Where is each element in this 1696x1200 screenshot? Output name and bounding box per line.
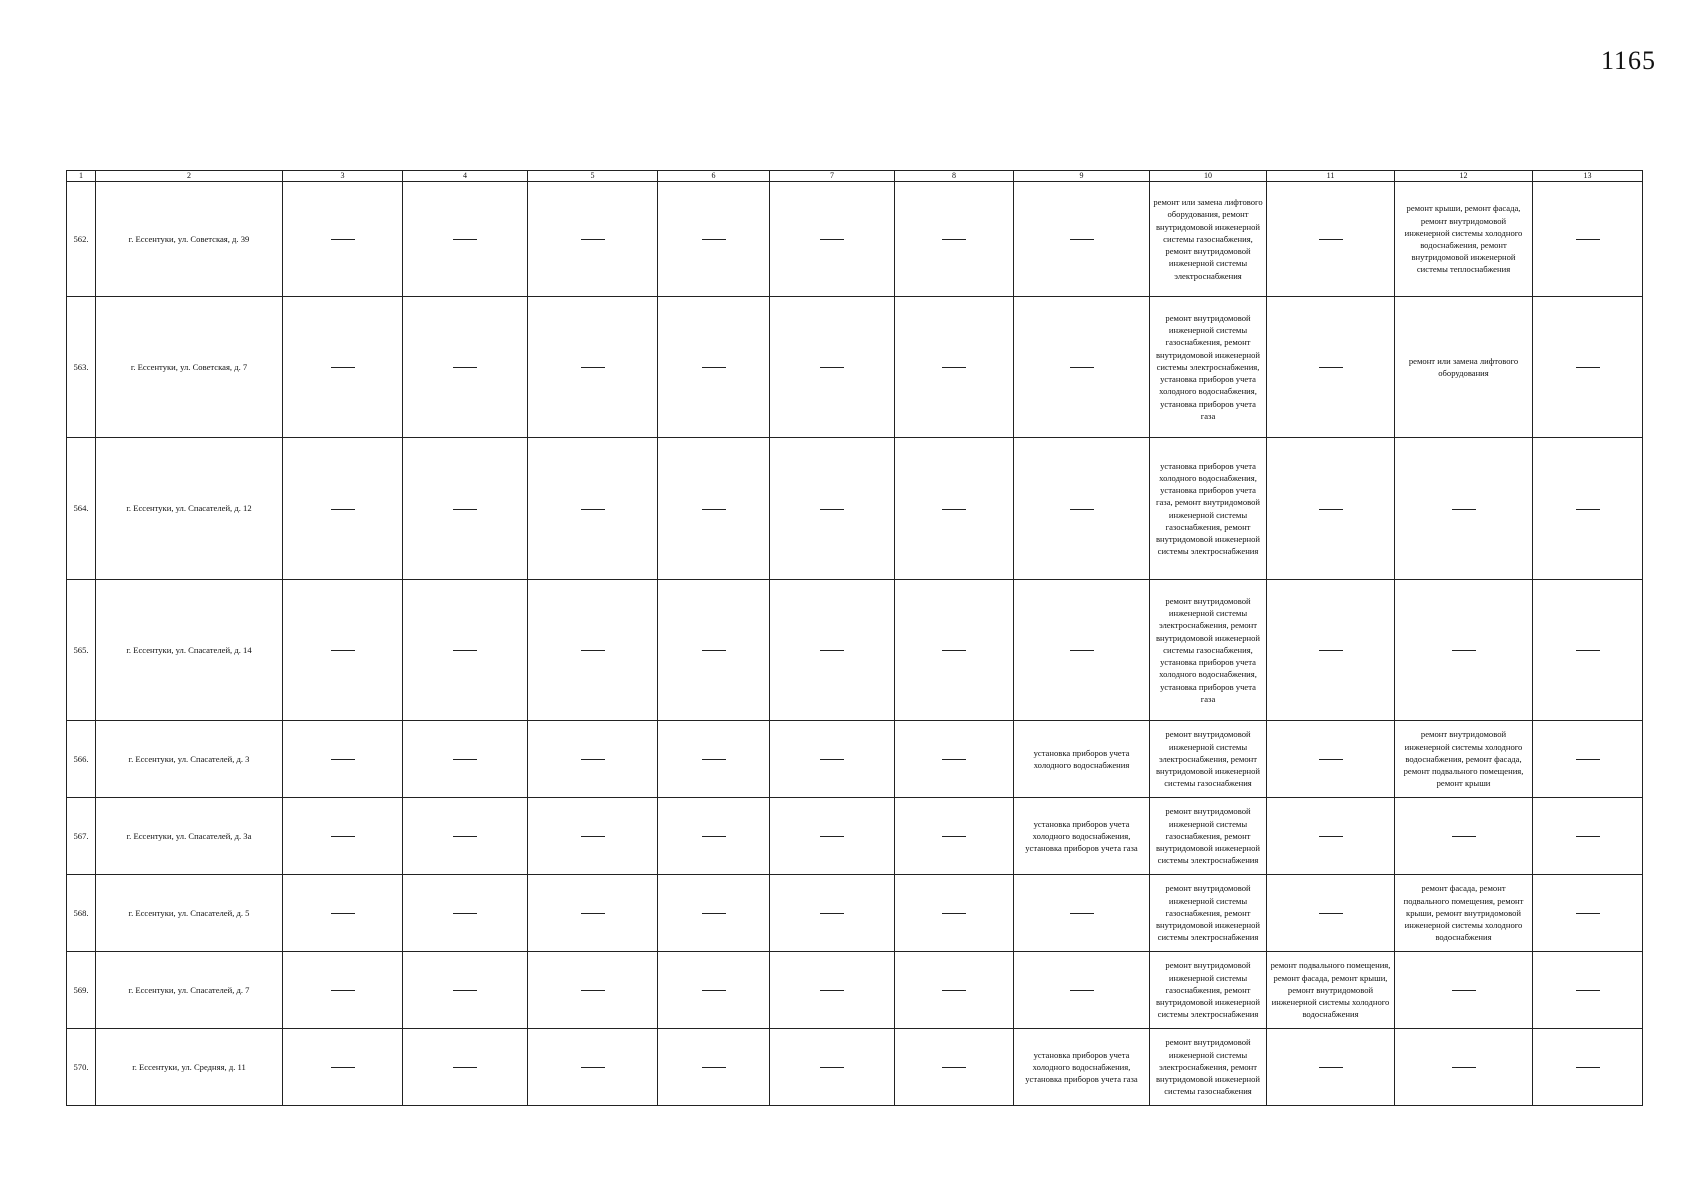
empty-cell xyxy=(895,721,1014,798)
header-cell: 9 xyxy=(1014,171,1150,182)
empty-cell xyxy=(770,875,895,952)
empty-cell xyxy=(528,952,658,1029)
dash-mark xyxy=(453,990,477,991)
dash-mark xyxy=(1070,367,1094,368)
dash-mark xyxy=(453,509,477,510)
dash-mark xyxy=(1452,836,1476,837)
empty-cell xyxy=(1533,952,1643,1029)
empty-cell xyxy=(1267,297,1395,438)
dash-mark xyxy=(1452,990,1476,991)
work-cell-c10: ремонт внутридомовой инженерной системы газоснабжения, ремонт внутридомовой инженерной системы электроснабжения xyxy=(1150,798,1267,875)
row-number: 565. xyxy=(67,580,96,721)
empty-cell xyxy=(403,798,528,875)
dash-mark xyxy=(1070,239,1094,240)
empty-cell xyxy=(1014,875,1150,952)
dash-mark xyxy=(1576,990,1600,991)
empty-cell xyxy=(770,952,895,1029)
address-cell: г. Ессентуки, ул. Спасателей, д. 14 xyxy=(96,580,283,721)
empty-cell xyxy=(658,798,770,875)
empty-cell xyxy=(403,438,528,580)
dash-mark xyxy=(702,913,726,914)
dash-mark xyxy=(1452,509,1476,510)
header-cell: 13 xyxy=(1533,171,1643,182)
address-cell: г. Ессентуки, ул. Спасателей, д. 7 xyxy=(96,952,283,1029)
dash-mark xyxy=(942,1067,966,1068)
dash-mark xyxy=(331,650,355,651)
dash-mark xyxy=(942,759,966,760)
dash-mark xyxy=(702,509,726,510)
dash-mark xyxy=(942,367,966,368)
row-number: 570. xyxy=(67,1029,96,1106)
dash-mark xyxy=(1319,836,1343,837)
dash-mark xyxy=(702,650,726,651)
address-cell: г. Ессентуки, ул. Средняя, д. 11 xyxy=(96,1029,283,1106)
empty-cell xyxy=(1267,580,1395,721)
dash-mark xyxy=(702,1067,726,1068)
empty-cell xyxy=(1533,721,1643,798)
empty-cell xyxy=(1014,182,1150,297)
dash-mark xyxy=(942,239,966,240)
empty-cell xyxy=(283,952,403,1029)
dash-mark xyxy=(942,650,966,651)
empty-cell xyxy=(1267,721,1395,798)
empty-cell xyxy=(283,875,403,952)
empty-cell xyxy=(895,182,1014,297)
work-cell-c10: ремонт внутридомовой инженерной системы газоснабжения, ремонт внутридомовой инженерной системы электроснабжения, установка приборов учета холодного водоснабжения, установка приборов учета газа xyxy=(1150,297,1267,438)
address-cell: г. Ессентуки, ул. Спасателей, д. 3а xyxy=(96,798,283,875)
empty-cell xyxy=(895,438,1014,580)
empty-cell xyxy=(528,580,658,721)
work-cell-c10: ремонт внутридомовой инженерной системы газоснабжения, ремонт внутридомовой инженерной системы электроснабжения xyxy=(1150,952,1267,1029)
address-cell: г. Ессентуки, ул. Советская, д. 39 xyxy=(96,182,283,297)
dash-mark xyxy=(581,509,605,510)
dash-mark xyxy=(942,990,966,991)
dash-mark xyxy=(331,367,355,368)
work-cell-c9: установка приборов учета холодного водоснабжения, установка приборов учета газа xyxy=(1014,798,1150,875)
header-cell: 4 xyxy=(403,171,528,182)
dash-mark xyxy=(1576,367,1600,368)
empty-cell xyxy=(1267,438,1395,580)
dash-mark xyxy=(581,1067,605,1068)
empty-cell xyxy=(895,798,1014,875)
dash-mark xyxy=(453,836,477,837)
work-cell-c12: ремонт или замена лифтового оборудования xyxy=(1395,297,1533,438)
dash-mark xyxy=(581,913,605,914)
dash-mark xyxy=(820,836,844,837)
dash-mark xyxy=(1576,913,1600,914)
work-cell-c10: установка приборов учета холодного водоснабжения, установка приборов учета газа, ремонт внутридомовой инженерной системы газоснабжения, ремонт внутридомовой инженерной системы электроснабжения xyxy=(1150,438,1267,580)
dash-mark xyxy=(331,509,355,510)
empty-cell xyxy=(770,798,895,875)
empty-cell xyxy=(1267,798,1395,875)
empty-cell xyxy=(1533,798,1643,875)
table-row xyxy=(67,798,1643,875)
dash-mark xyxy=(1070,509,1094,510)
dash-mark xyxy=(331,836,355,837)
dash-mark xyxy=(453,913,477,914)
empty-cell xyxy=(658,580,770,721)
empty-cell xyxy=(283,721,403,798)
work-cell-c9: установка приборов учета холодного водоснабжения xyxy=(1014,721,1150,798)
dash-mark xyxy=(1576,1067,1600,1068)
header-cell: 5 xyxy=(528,171,658,182)
empty-cell xyxy=(283,798,403,875)
dash-mark xyxy=(581,990,605,991)
empty-cell xyxy=(1395,1029,1533,1106)
header-cell: 8 xyxy=(895,171,1014,182)
dash-mark xyxy=(820,650,844,651)
work-cell-c10: ремонт внутридомовой инженерной системы электроснабжения, ремонт внутридомовой инженерной системы газоснабжения xyxy=(1150,1029,1267,1106)
dash-mark xyxy=(331,990,355,991)
empty-cell xyxy=(528,1029,658,1106)
dash-mark xyxy=(1319,367,1343,368)
dash-mark xyxy=(1319,759,1343,760)
work-cell-c9: установка приборов учета холодного водоснабжения, установка приборов учета газа xyxy=(1014,1029,1150,1106)
dash-mark xyxy=(1576,759,1600,760)
work-cell-c11: ремонт подвального помещения, ремонт фасада, ремонт крыши, ремонт внутридомовой инженерной системы холодного водоснабжения xyxy=(1267,952,1395,1029)
address-cell: г. Ессентуки, ул. Спасателей, д. 5 xyxy=(96,875,283,952)
empty-cell xyxy=(1395,798,1533,875)
dash-mark xyxy=(331,239,355,240)
dash-mark xyxy=(1576,836,1600,837)
empty-cell xyxy=(770,438,895,580)
empty-cell xyxy=(895,952,1014,1029)
empty-cell xyxy=(403,721,528,798)
empty-cell xyxy=(1267,875,1395,952)
header-cell: 3 xyxy=(283,171,403,182)
empty-cell xyxy=(403,182,528,297)
empty-cell xyxy=(403,297,528,438)
empty-cell xyxy=(1014,952,1150,1029)
dash-mark xyxy=(702,836,726,837)
row-number: 564. xyxy=(67,438,96,580)
table-body xyxy=(67,182,1643,1106)
address-cell: г. Ессентуки, ул. Спасателей, д. 12 xyxy=(96,438,283,580)
table-row xyxy=(67,438,1643,580)
dash-mark xyxy=(331,913,355,914)
empty-cell xyxy=(528,297,658,438)
empty-cell xyxy=(895,580,1014,721)
dash-mark xyxy=(1452,650,1476,651)
empty-cell xyxy=(895,297,1014,438)
empty-cell xyxy=(528,438,658,580)
row-number: 566. xyxy=(67,721,96,798)
dash-mark xyxy=(453,759,477,760)
empty-cell xyxy=(1533,182,1643,297)
table-row xyxy=(67,580,1643,721)
dash-mark xyxy=(581,759,605,760)
dash-mark xyxy=(702,239,726,240)
empty-cell xyxy=(1267,1029,1395,1106)
dash-mark xyxy=(453,650,477,651)
work-cell-c12: ремонт внутридомовой инженерной системы холодного водоснабжения, ремонт фасада, ремонт подвального помещения, ремонт крыши xyxy=(1395,721,1533,798)
empty-cell xyxy=(403,875,528,952)
dash-mark xyxy=(942,913,966,914)
empty-cell xyxy=(770,721,895,798)
empty-cell xyxy=(658,721,770,798)
dash-mark xyxy=(581,836,605,837)
empty-cell xyxy=(658,1029,770,1106)
dash-mark xyxy=(331,1067,355,1068)
dash-mark xyxy=(942,509,966,510)
dash-mark xyxy=(702,367,726,368)
empty-cell xyxy=(403,1029,528,1106)
empty-cell xyxy=(1014,297,1150,438)
dash-mark xyxy=(581,239,605,240)
dash-mark xyxy=(820,759,844,760)
table-row xyxy=(67,875,1643,952)
table-row xyxy=(67,182,1643,297)
empty-cell xyxy=(403,952,528,1029)
work-cell-c12: ремонт крыши, ремонт фасада, ремонт внутридомовой инженерной системы холодного водоснабжения, ремонт внутридомовой инженерной системы теплоснабжения xyxy=(1395,182,1533,297)
table-row xyxy=(67,721,1643,798)
dash-mark xyxy=(581,650,605,651)
dash-mark xyxy=(820,239,844,240)
row-number: 563. xyxy=(67,297,96,438)
row-number: 567. xyxy=(67,798,96,875)
dash-mark xyxy=(1070,650,1094,651)
empty-cell xyxy=(658,438,770,580)
row-number: 562. xyxy=(67,182,96,297)
header-cell: 12 xyxy=(1395,171,1533,182)
work-cell-c10: ремонт или замена лифтового оборудования, ремонт внутридомовой инженерной системы газоснабжения, ремонт внутридомовой инженерной системы электроснабжения xyxy=(1150,182,1267,297)
dash-mark xyxy=(453,1067,477,1068)
header-cell: 10 xyxy=(1150,171,1267,182)
empty-cell xyxy=(1267,182,1395,297)
dash-mark xyxy=(581,367,605,368)
empty-cell xyxy=(1395,438,1533,580)
work-cell-c10: ремонт внутридомовой инженерной системы электроснабжения, ремонт внутридомовой инженерной системы газоснабжения xyxy=(1150,721,1267,798)
dash-mark xyxy=(453,367,477,368)
empty-cell xyxy=(528,875,658,952)
dash-mark xyxy=(1576,650,1600,651)
dash-mark xyxy=(702,759,726,760)
table-row xyxy=(67,297,1643,438)
dash-mark xyxy=(1319,913,1343,914)
work-cell-c12: ремонт фасада, ремонт подвального помещения, ремонт крыши, ремонт внутридомовой инженерной системы холодного водоснабжения xyxy=(1395,875,1533,952)
empty-cell xyxy=(770,182,895,297)
table-row xyxy=(67,1029,1643,1106)
header-cell: 11 xyxy=(1267,171,1395,182)
empty-cell xyxy=(1533,875,1643,952)
dash-mark xyxy=(1319,1067,1343,1068)
empty-cell xyxy=(895,875,1014,952)
empty-cell xyxy=(528,182,658,297)
empty-cell xyxy=(1533,1029,1643,1106)
row-number: 569. xyxy=(67,952,96,1029)
empty-cell xyxy=(1395,952,1533,1029)
dash-mark xyxy=(1576,509,1600,510)
empty-cell xyxy=(1533,297,1643,438)
dash-mark xyxy=(942,836,966,837)
empty-cell xyxy=(1533,438,1643,580)
work-cell-c10: ремонт внутридомовой инженерной системы газоснабжения, ремонт внутридомовой инженерной системы электроснабжения xyxy=(1150,875,1267,952)
dash-mark xyxy=(1070,990,1094,991)
empty-cell xyxy=(283,438,403,580)
empty-cell xyxy=(658,297,770,438)
page-number: 1165 xyxy=(1600,46,1656,75)
header-cell: 2 xyxy=(96,171,283,182)
dash-mark xyxy=(820,990,844,991)
dash-mark xyxy=(331,759,355,760)
dash-mark xyxy=(1452,1067,1476,1068)
repair-schedule-table xyxy=(66,170,1643,1106)
empty-cell xyxy=(528,721,658,798)
address-cell: г. Ессентуки, ул. Советская, д. 7 xyxy=(96,297,283,438)
empty-cell xyxy=(283,182,403,297)
header-cell: 7 xyxy=(770,171,895,182)
dash-mark xyxy=(1319,239,1343,240)
table-row xyxy=(67,952,1643,1029)
dash-mark xyxy=(1319,650,1343,651)
empty-cell xyxy=(1395,580,1533,721)
empty-cell xyxy=(770,297,895,438)
header-cell: 6 xyxy=(658,171,770,182)
empty-cell xyxy=(658,875,770,952)
dash-mark xyxy=(820,367,844,368)
dash-mark xyxy=(1319,509,1343,510)
empty-cell xyxy=(770,580,895,721)
empty-cell xyxy=(770,1029,895,1106)
row-number: 568. xyxy=(67,875,96,952)
empty-cell xyxy=(895,1029,1014,1106)
empty-cell xyxy=(283,297,403,438)
empty-cell xyxy=(658,952,770,1029)
dash-mark xyxy=(1576,239,1600,240)
empty-cell xyxy=(528,798,658,875)
empty-cell xyxy=(1533,580,1643,721)
empty-cell xyxy=(403,580,528,721)
work-cell-c10: ремонт внутридомовой инженерной системы электроснабжения, ремонт внутридомовой инженерной системы газоснабжения, установка приборов учета холодного водоснабжения, установка приборов учета газа xyxy=(1150,580,1267,721)
empty-cell xyxy=(283,580,403,721)
dash-mark xyxy=(820,1067,844,1068)
dash-mark xyxy=(1070,913,1094,914)
empty-cell xyxy=(658,182,770,297)
column-number-header-row xyxy=(67,171,1643,182)
empty-cell xyxy=(1014,580,1150,721)
empty-cell xyxy=(1014,438,1150,580)
dash-mark xyxy=(453,239,477,240)
dash-mark xyxy=(820,509,844,510)
header-cell: 1 xyxy=(67,171,96,182)
dash-mark xyxy=(702,990,726,991)
empty-cell xyxy=(283,1029,403,1106)
address-cell: г. Ессентуки, ул. Спасателей, д. 3 xyxy=(96,721,283,798)
dash-mark xyxy=(820,913,844,914)
